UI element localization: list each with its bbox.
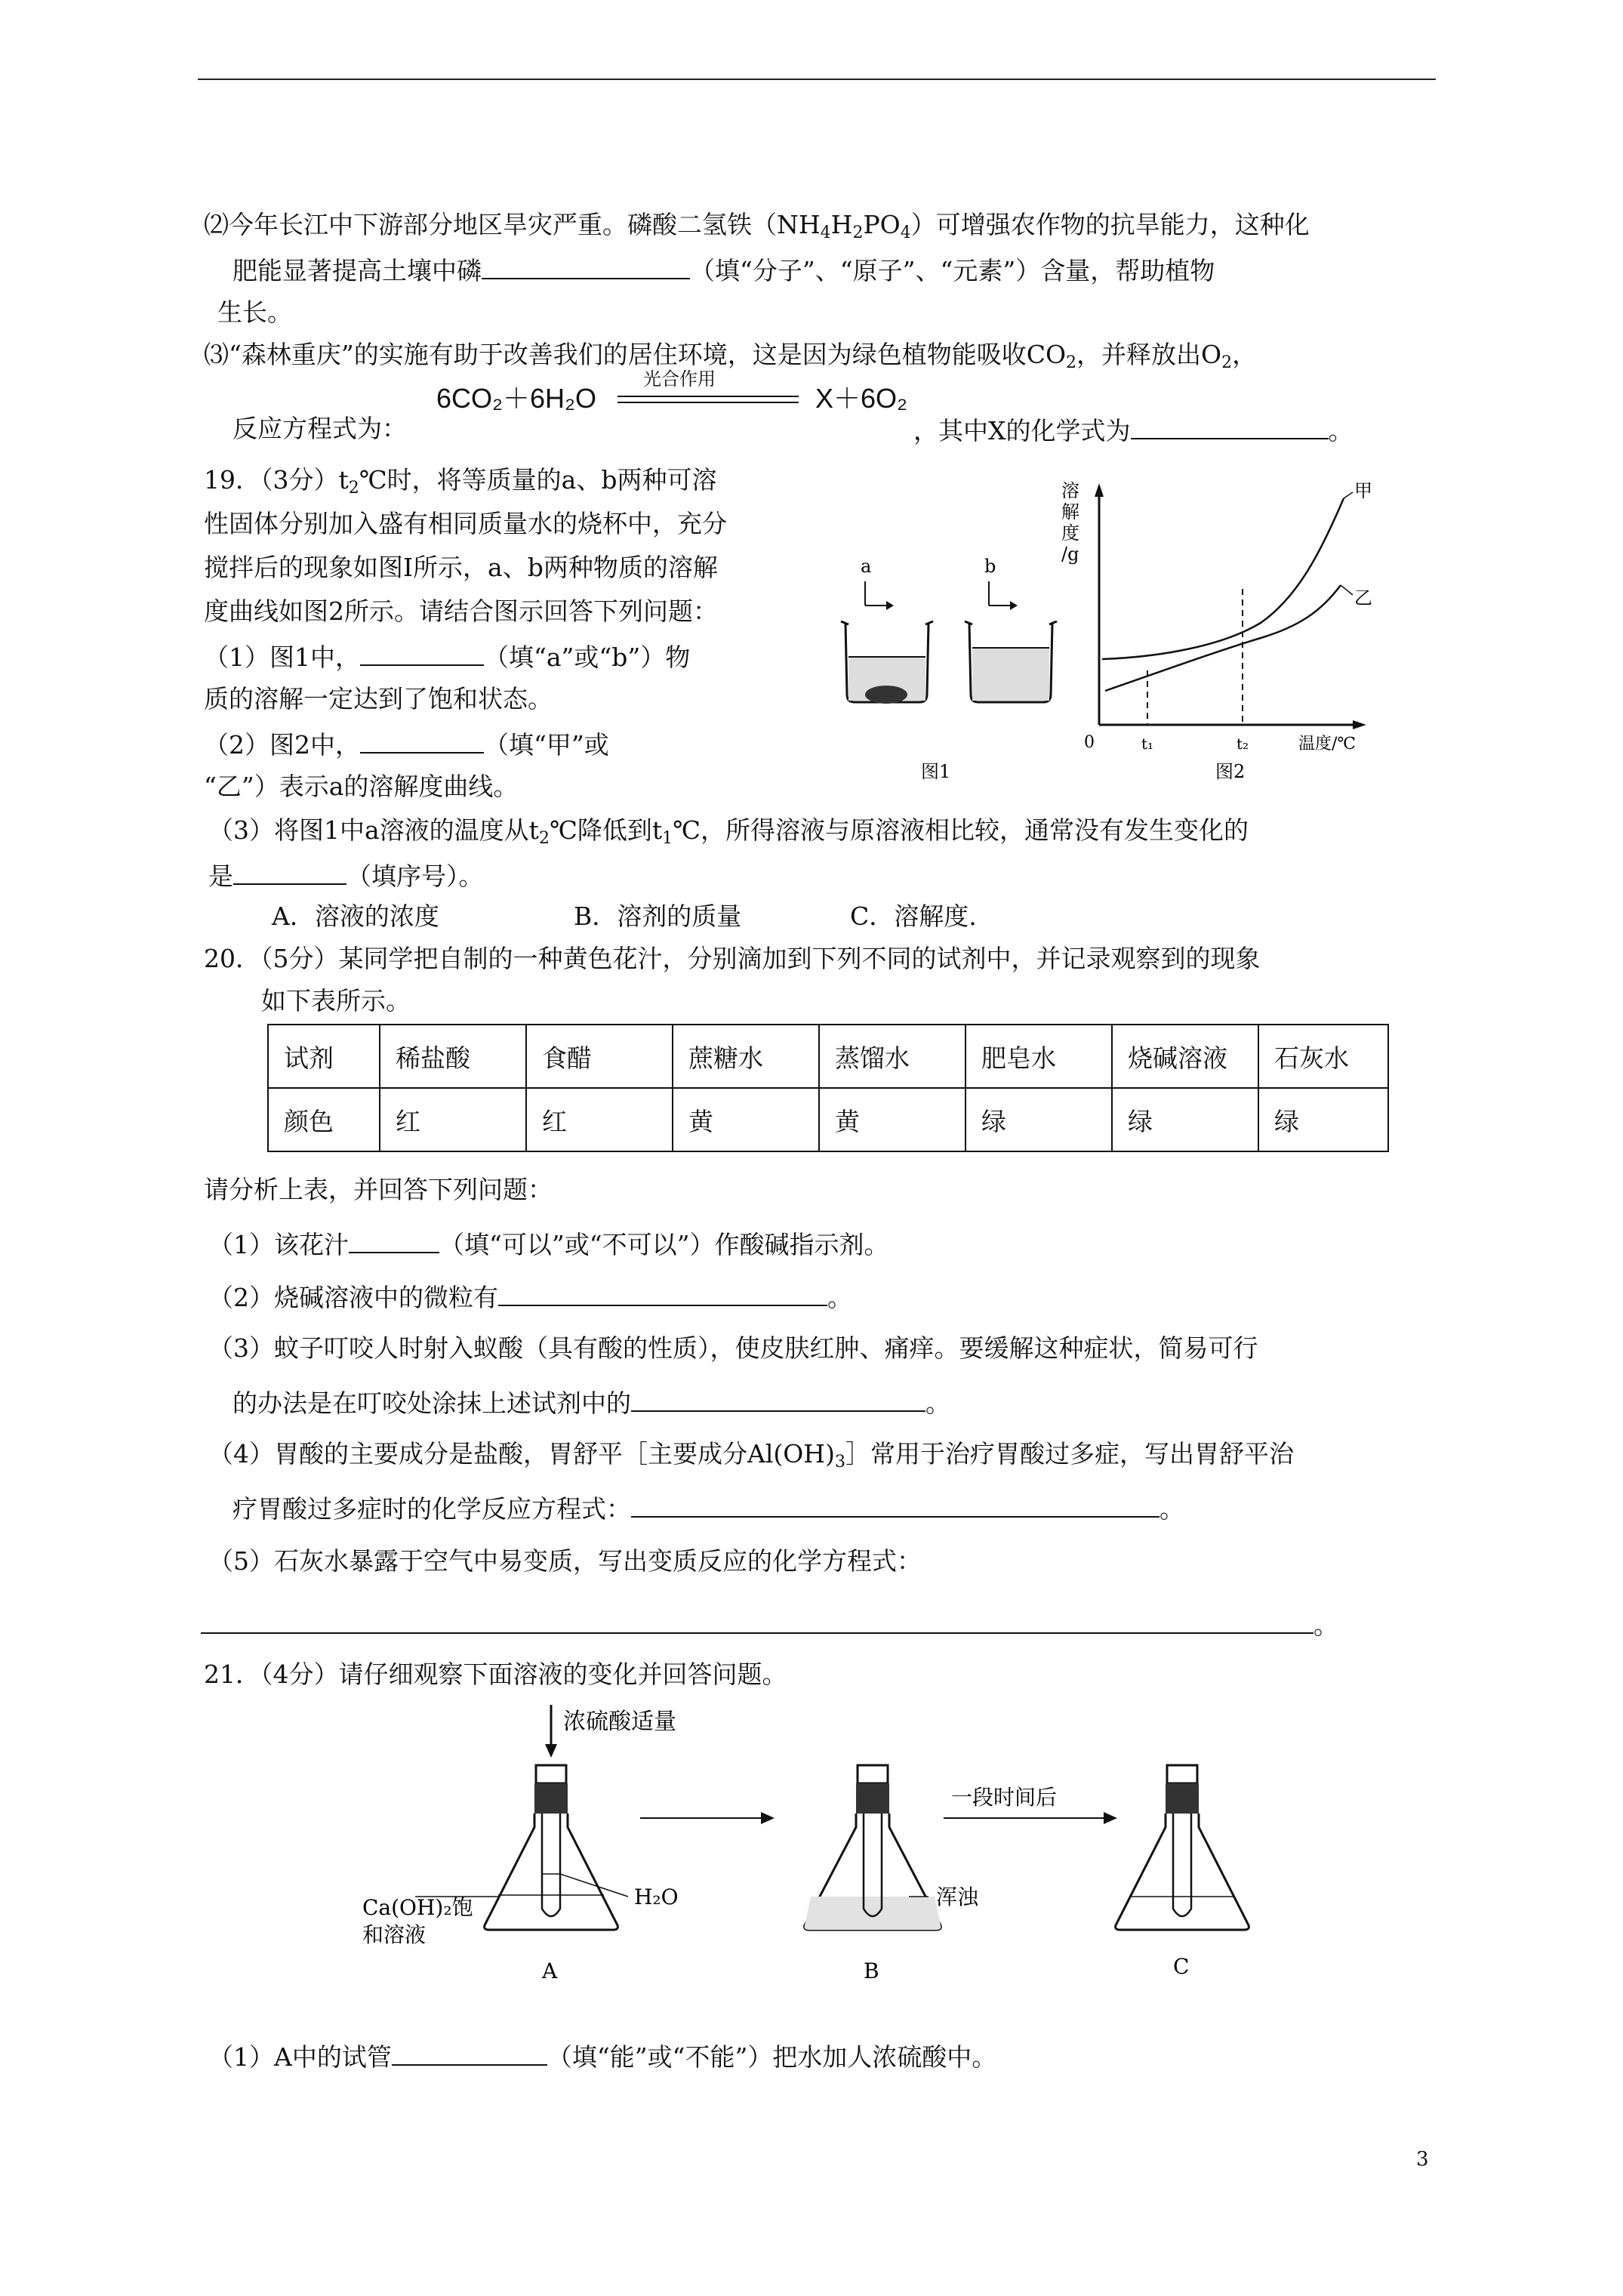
t1-label: t₁ [1141, 735, 1154, 753]
figure-3-flasks [347, 1699, 1253, 1986]
answer-blank[interactable] [1131, 412, 1329, 439]
acid-label: 浓硫酸适量 [563, 1709, 676, 1735]
q19-line9: （3）将图1中a溶液的温度从$t_2℃$降低到$t_1℃$，所得溶液与原溶液相比较，通常没有发生变化的 [208, 815, 1249, 848]
figure-2-solubility-chart [1057, 476, 1389, 793]
answer-blank[interactable] [392, 2039, 547, 2066]
photosynthesis-equation: 6CO₂＋6H₂O 光合作用 X＋6O₂ [436, 368, 908, 414]
q19-line5: （1）图1中， （填“a”或“b”）物 [204, 639, 690, 674]
q20-sub3-line1: （3）蚊子叮咬人时射入蚁酸（具有酸的性质），使皮肤红肿、痛痒。要缓解这种症状，简易可行 [208, 1333, 1258, 1363]
q20-sub3-line2: 的办法是在叮咬处涂抹上述试剂中的 。 [233, 1385, 950, 1420]
q20-sub2: （2）烧碱溶液中的微粒有 。 [208, 1279, 852, 1314]
y-axis-label [1061, 480, 1079, 565]
flask-a-label: A [542, 1959, 558, 1983]
answer-blank[interactable] [349, 1226, 439, 1253]
water-label: H₂O [634, 1885, 679, 1909]
q19-option-b: B．溶剂的质量 [574, 901, 742, 931]
flask-b [805, 1765, 941, 1930]
curve-jia [1102, 498, 1344, 659]
answer-blank[interactable] [631, 1385, 925, 1412]
q18-p3-line2-tail: ，其中X的化学式为 。 [913, 412, 1354, 448]
figure-1-caption: 图1 [921, 761, 951, 782]
svg-text:溶: 溶 [1061, 480, 1079, 501]
flask-a [485, 1765, 618, 1930]
svg-text:/g: /g [1061, 544, 1079, 565]
curve-jia-label: 甲 [1354, 480, 1372, 501]
svg-text:解: 解 [1061, 501, 1079, 522]
q20-sub1: （1）该花汁 （填“可以”或“不可以”）作酸碱指示剂。 [208, 1226, 888, 1262]
q18-p3-line2: 反应方程式为： [233, 414, 407, 443]
t2-label: t₂ [1236, 735, 1249, 753]
q19-line6: 质的溶解一定达到了饱和状态。 [204, 684, 553, 713]
beaker-a-label: a [861, 556, 872, 577]
q20-sub4-line2: 疗胃酸过多症时的化学反应方程式： 。 [233, 1490, 1184, 1526]
q20-after-table: 请分析上表，并回答下列问题： [204, 1175, 553, 1204]
q19-line4: 度曲线如图2所示。请结合图示回答下列问题： [204, 596, 718, 626]
curve-yi [1105, 585, 1341, 691]
x-axis-label: 温度/℃ [1298, 735, 1357, 754]
flask-b-label: B [864, 1959, 879, 1983]
answer-blank[interactable] [233, 858, 346, 885]
q19-line2: 性固体分别加入盛有相同质量水的烧杯中，充分 [204, 509, 727, 538]
flask-c-label: C [1173, 1954, 1190, 1979]
turbid-label: 浑浊 [936, 1885, 979, 1909]
beaker-a [841, 556, 933, 704]
q18-p3-line1: ⑶“森林重庆”的实施有助于改善我们的居住环境，这是因为绿色植物能吸收$CO_2$，并释放出$O_2$， [204, 340, 1258, 372]
origin-label: 0 [1084, 733, 1095, 752]
reagent-color-table [267, 1024, 1389, 1152]
svg-text:度: 度 [1061, 522, 1079, 544]
flask-c [1116, 1765, 1249, 1930]
q20-line1: 20．（5分）某同学把自制的一种黄色花汁，分别滴加到下列不同的试剂中，并记录观察到的现象 [204, 944, 1261, 973]
curve-yi-label: 乙 [1354, 587, 1372, 609]
q21-line1: 21．（4分）请仔细观察下面溶液的变化并回答问题。 [204, 1660, 787, 1689]
time-label: 一段时间后 [951, 1785, 1058, 1810]
q18-p2-line1: ⑵今年长江中下游部分地区旱灾严重。磷酸二氢铁$(NH_4H_2PO_4)$可增强农作物的抗旱能力，这种化 [204, 210, 1310, 242]
table-row: 试剂 稀盐酸 食醋 蔗糖水 蒸馏水 肥皂水 烧碱溶液 石灰水 [268, 1025, 1388, 1088]
q19-option-c: C．溶解度. [850, 901, 977, 931]
solution-label-line1: Ca(OH)₂饱 [362, 1895, 473, 1920]
answer-blank[interactable] [482, 252, 690, 279]
answer-blank[interactable] [498, 1279, 827, 1306]
answer-blank[interactable] [201, 1607, 1313, 1634]
q20-sub5: （5）石灰水暴露于空气中易变质，写出变质反应的化学方程式： [208, 1546, 922, 1576]
answer-blank[interactable] [360, 639, 484, 666]
header-rule [198, 79, 1436, 80]
solution-label-line2: 和溶液 [362, 1922, 427, 1947]
q19-option-a: A．溶液的浓度 [272, 901, 439, 931]
q19-line7: （2）图2中， （填“甲”或 [204, 726, 609, 762]
table-row: 颜色 红 红 黄 黄 绿 绿 绿 [268, 1088, 1388, 1151]
q21-sub1: （1）A中的试管 （填“能”或“不能”）把水加人浓硫酸中。 [208, 2039, 996, 2074]
q19-line1: 19．（3分）$t_2℃$时，将等质量的a、b两种可溶 [204, 465, 717, 498]
q18-p2-line2: 肥能显著提高土壤中磷 （填“分子”、“原子”、“元素”）含量，帮助植物 [233, 252, 1215, 288]
figure-2-caption: 图2 [1215, 761, 1246, 782]
beaker-b-label: b [984, 556, 996, 577]
q20-sub4-line1: （4）胃酸的主要成分是盐酸，胃舒平［主要成分$Al(OH)_3]$常用于治疗胃酸过多症，写出胃舒平治 [208, 1439, 1294, 1472]
answer-blank[interactable] [360, 726, 484, 754]
q20-line2: 如下表所示。 [261, 986, 411, 1015]
q19-line8: “乙”）表示a的溶解度曲线。 [204, 772, 519, 801]
q19-line10: 是 （填序号）。 [208, 858, 484, 893]
q19-line3: 搅拌后的现象如图I所示，a、b两种物质的溶解 [204, 553, 718, 582]
figure-1-beakers [823, 551, 1079, 793]
answer-blank[interactable] [631, 1490, 1160, 1518]
beaker-b [965, 556, 1057, 702]
page-number: 3 [1416, 2148, 1429, 2171]
q20-sub5-answer: 。 [201, 1607, 1338, 1642]
q18-p2-line3: 生长。 [217, 297, 292, 327]
